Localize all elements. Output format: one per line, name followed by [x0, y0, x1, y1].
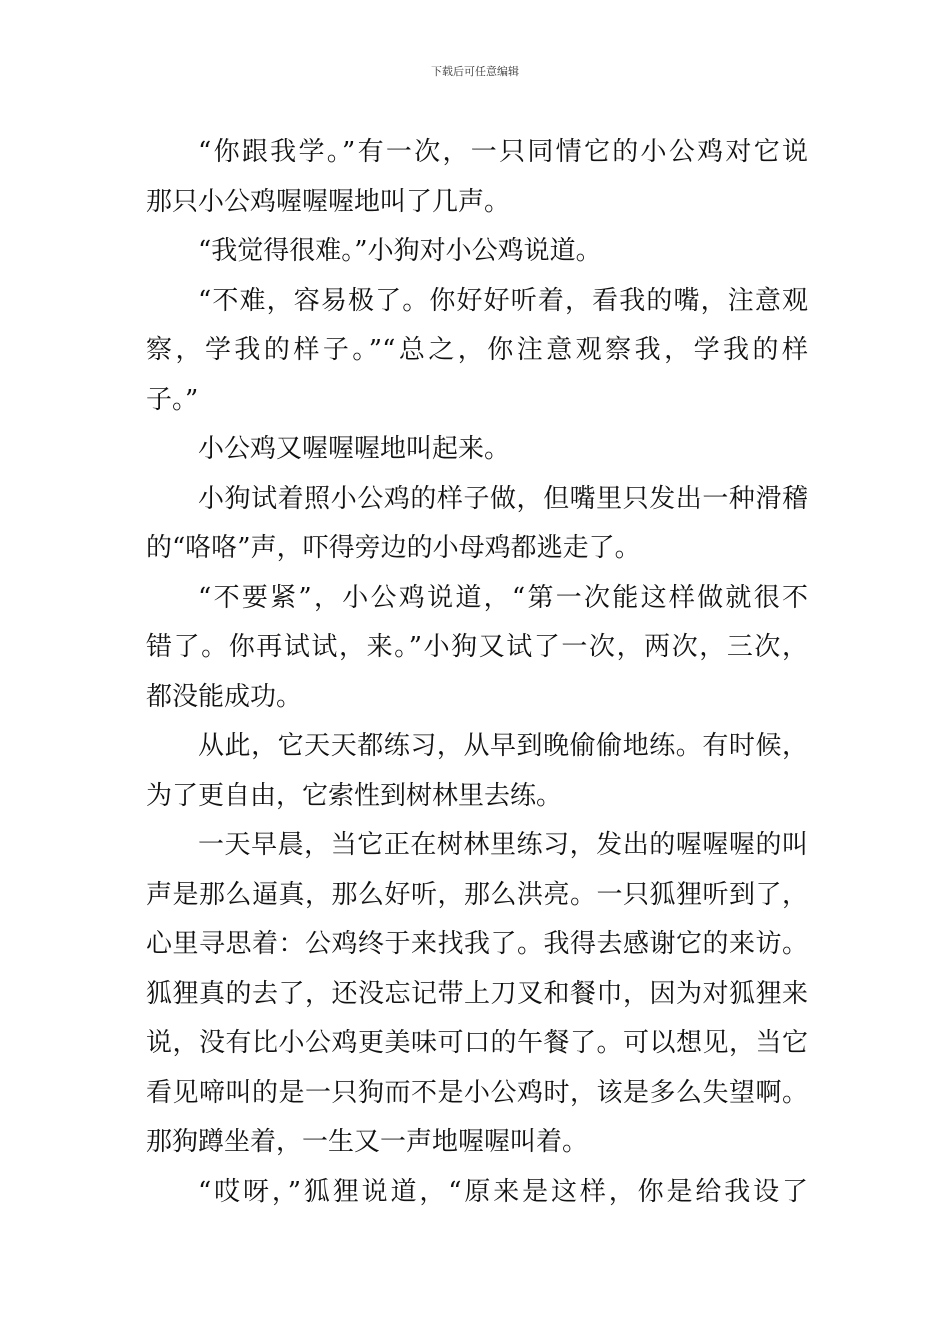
- text-line: 为了更自由，它索性到树林里去练。: [146, 780, 563, 811]
- text-line: “不难，容易极了。你好好听着，看我的嘴，注意观: [198, 285, 808, 316]
- text-line: 小狗试着照小公鸡的样子做，但嘴里只发出一种滑稽: [198, 483, 808, 514]
- text-line: “你跟我学。”有一次，一只同情它的小公鸡对它说: [198, 137, 808, 167]
- body-text: [146, 128, 808, 1217]
- text-line: “我觉得很难。”小狗对小公鸡说道。: [198, 236, 602, 266]
- text-line: 子。”: [146, 384, 199, 415]
- text-line: 看见啼叫的是一只狗而不是小公鸡时，该是多么失望啊。: [146, 1077, 808, 1108]
- text-line: 从此，它天天都练习，从早到晚偷偷地练。有时候，: [198, 731, 808, 761]
- text-line: 那只小公鸡喔喔喔地叫了几声。: [146, 186, 511, 217]
- text-line: 错了。你再试试，来。”小狗又试了一次，两次，三次，: [146, 632, 808, 662]
- text-line: 声是那么逼真，那么好听，那么洪亮。一只狐狸听到了，: [146, 879, 808, 910]
- text-line: 一天早晨，当它正在树林里练习，发出的喔喔喔的叫: [198, 830, 808, 860]
- text-line: 那狗蹲坐着，一生又一声地喔喔叫着。: [146, 1127, 589, 1157]
- text-line: “哎呀，”狐狸说道，“原来是这样，你是给我设了: [198, 1176, 808, 1207]
- text-line: 狐狸真的去了，还没忘记带上刀叉和餐巾，因为对狐狸来: [146, 978, 808, 1009]
- text-line: 说，没有比小公鸡更美味可口的午餐了。可以想见，当它: [146, 1028, 808, 1058]
- text-line: “不要紧”，小公鸡说道，“第一次能这样做就很不: [198, 582, 808, 613]
- text-line: 察，学我的样子。”“总之，你注意观察我，学我的样: [146, 335, 808, 365]
- text-line: 的“咯咯”声，吓得旁边的小母鸡都逃走了。: [146, 533, 641, 563]
- page-header: 下载后可任意编辑: [431, 65, 519, 78]
- text-line: 小公鸡又喔喔喔地叫起来。: [198, 434, 511, 464]
- text-line: 心里寻思着：公鸡终于来找我了。我得去感谢它的来访。: [146, 929, 808, 959]
- text-line: 都没能成功。: [146, 681, 303, 712]
